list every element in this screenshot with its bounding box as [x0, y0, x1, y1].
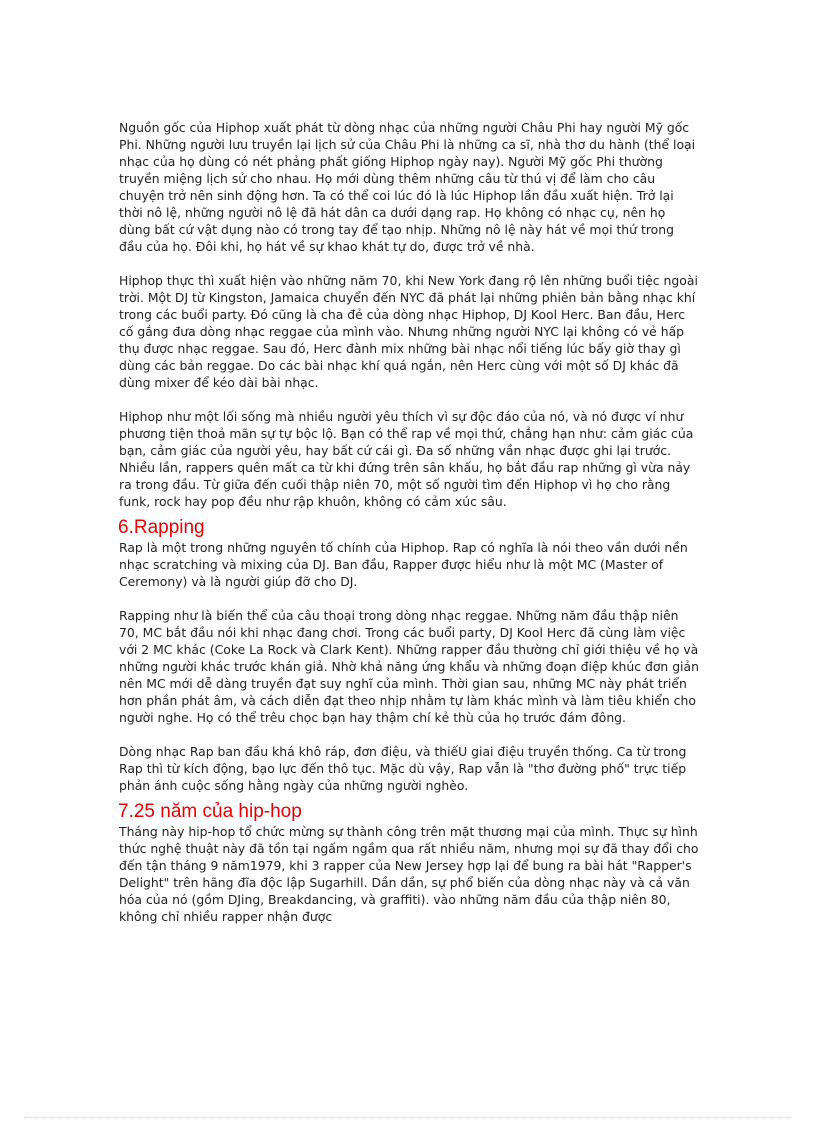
paragraph-rap-definition: Rap là một trong những nguyên tố chính của Hiphop. Rap có nghĩa là nói theo vần dưới nền nhạc scratching và mixing của DJ. Ban đầu, Rapper được hiểu như là một MC (Master of Ceremony) và là người giúp đỡ cho DJ. [119, 540, 688, 589]
paragraph-lifestyle: Hiphop như một lối sống mà nhiều người yêu thích vì sự độc đáo của nó, và nó được ví như phương tiện thoả mãn sự tự bộc lộ. Bạn có thể rap về mọi thứ, chẳng hạn như: cảm giác của bạn, cảm giác của người yêu, hay bất cứ cái gì. Đa số những vần nhạc được ghi lại trước. Nhiều lần, rappers quên mất ca từ khi đứng trên sân khấu, họ bắt đầu rap những gì vừa nảy ra trong đầu. Từ giữa đến cuối thập niên 70, một số người tìm đến Hiphop vì họ cho rằng funk, rock hay pop đều như rập khuôn, không có cảm xúc sâu. [119, 409, 694, 509]
paragraph-commercial-success: Tháng này hip-hop tổ chức mừng sự thành công trên mặt thương mại của mình. Thực sự hình thức nghệ thuật này đã tồn tại ngấm ngầm qua rất nhiều năm, nhưng mọi sự đã thay đổi cho đến tận tháng 9 năm1979, khi 3 rapper của New Jersey hợp lại để bung ra bài hát "Rapper's Delight" trên hãng đĩa độc lập Sugarhill. Dần dần, sự phổ biến của dòng nhạc này và cả văn hóa của nó (gồm DJing, Breakdancing, và graffiti). vào những năm đầu của thập niên 80, không chỉ nhiều rapper nhận được [119, 824, 699, 924]
paragraph-70s: Hiphop thực thì xuất hiện vào những năm 70, khi New York đang rộ lên những buổi tiệc ngoài trời. Một DJ từ Kingston, Jamaica chuyển đến NYC đã phát lại những phiên bản bằng nhạc khí trong các buổi party. Đó cũng là cha đẻ của dòng nhạc Hiphop, DJ Kool Herc. Ban đầu, Herc cố gắng đưa dòng nhạc reggae của mình vào. Nhưng những người NYC lại không có vẻ hấp thụ được nhạc reggae. Sau đó, Herc đành mix những bài nhạc nổi tiếng lúc bấy giờ thay gì dùng các bản reggae. Do các bài nhạc khí quá ngắn, nên Herc cùng với một số DJ khác đã dùng mixer để kéo dài bài nhạc. [119, 273, 698, 390]
heading-25-years: 7.25 năm của hip-hop [118, 801, 302, 822]
page-bottom-divider [24, 1117, 792, 1118]
paragraph-rapping-history: Rapping như là biến thể của câu thoại trong dòng nhạc reggae. Những năm đầu thập niên 70, MC bắt đầu nói khi nhạc đang chơi. Trong các buổi party, DJ Kool Herc đã cùng làm việc với 2 MC khác (Coke La Rock và Clark Kent). Những rapper đầu thường chỉ giới thiệu về họ và những người khác trước khán giả. Nhờ khả năng ứng khẩu và những đoạn điệp khúc đơn giản nên MC mới dễ dàng truyền đạt suy nghĩ của mình. Thời gian sau, những MC này phát triển hơn phần phát âm, và cách diễn đạt theo nhịp nhằm tự làm khác mình và làm tiêu khiển cho người nghe. Họ có thể trêu chọc bạn hay thậm chí kẻ thù của họ trước đám đông. [119, 608, 699, 725]
paragraph-rap-style: Dòng nhạc Rap ban đầu khá khô ráp, đơn điệu, và thiếU giai điệu truyền thống. Ca từ trong Rap thì từ kích động, bạo lực đến thô tục. Mặc dù vậy, Rap vẫn là "thơ đường phố" trực tiếp phản ánh cuộc sống hằng ngày của những người nghèo. [119, 744, 687, 793]
document-body [119, 119, 699, 925]
heading-rapping: 6.Rapping [118, 517, 205, 538]
paragraph-origin: Nguồn gốc của Hiphop xuất phát từ dòng nhạc của những người Châu Phi hay người Mỹ gốc Phi. Những người lưu truyền lại lịch sử của Châu Phi là những ca sĩ, nhà thơ du hành (thể loại nhạc của họ dùng có nét phảng phất giống Hiphop ngày nay). Người Mỹ gốc Phi thường truyền miệng lịch sử cho nhau. Họ mới dùng thêm những câu từ thú vị để làm cho câu chuyện trở nên sinh động hơn. Ta có thể coi lúc đó là lúc Hiphop lần đầu xuất hiện. Trở lại thời nô lệ, những người nô lệ đã hát dân ca dưới dạng rap. Họ không có nhạc cụ, nên họ dùng bất cứ vật dụng nào có trong tay để tạo nhịp. Những nô lệ này hát về mọi thứ trong đầu của họ. Đôi khi, họ hát về sự khao khát tự do, được trở về nhà. [119, 120, 696, 254]
